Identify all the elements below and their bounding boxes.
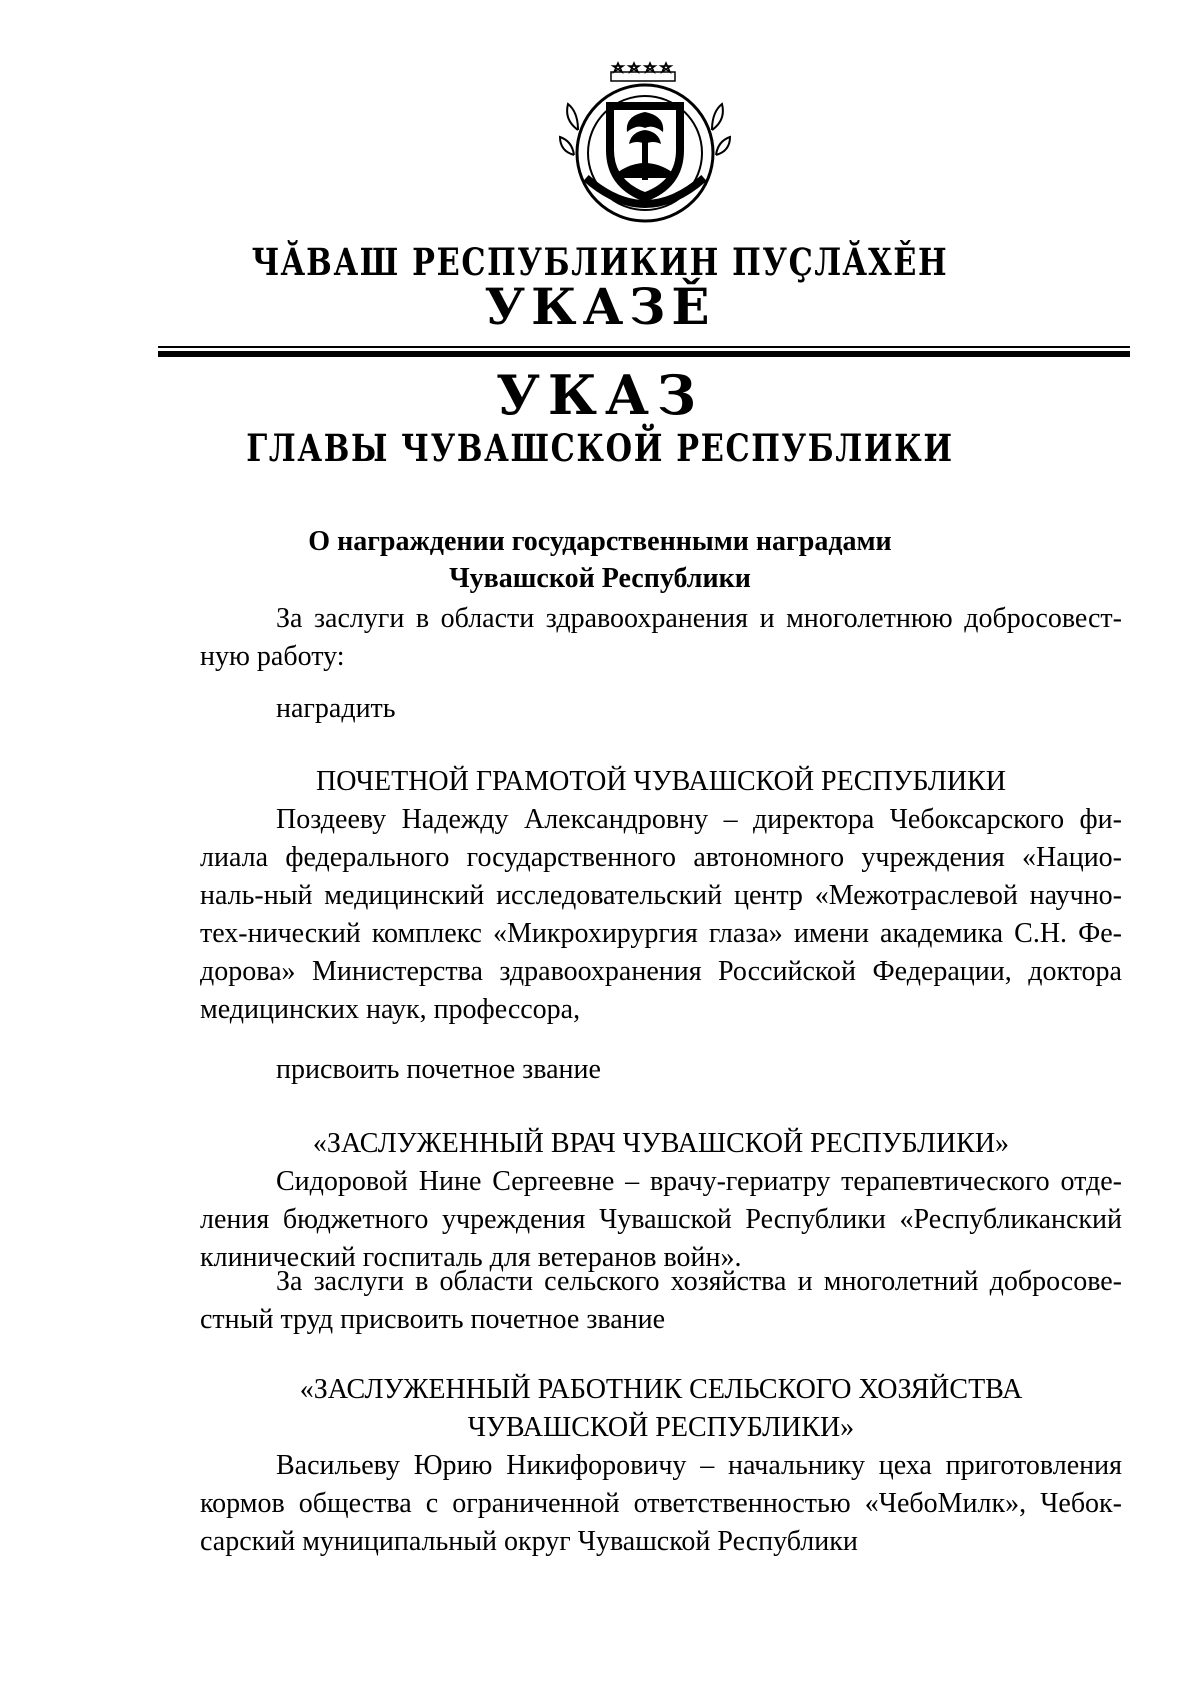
paragraph-line: лиала федерального государственного автономного учреждения «Нацио- [200, 842, 1122, 873]
section2-recipient [200, 1163, 1122, 1277]
section3-recipient [200, 1447, 1122, 1561]
paragraph-line: медицинских наук, профессора, [200, 994, 581, 1025]
paragraph-line: наль-ный медицинский исследовательский центр «Межотраслевой научно- [200, 880, 1122, 911]
paragraph-line: За заслуги в области здравоохранения и многолетнюю добросовест- [276, 603, 1122, 634]
paragraph-line: клинический госпиталь для ветеранов войн». [200, 1242, 742, 1273]
chuvash-coat-of-arms-icon [556, 60, 734, 225]
section3-award-line-2: ЧУВАШСКОЙ РЕСПУБЛИКИ» [467, 1412, 855, 1443]
chuvash-header-line: ЧĂВАШ РЕСПУБЛИКИН ПУÇЛĂХĚН [251, 240, 949, 284]
paragraph-line: стный труд присвоить почетное звание [200, 1304, 666, 1335]
chuvash-decree-title: УКАЗĚ [484, 277, 716, 336]
russian-decree-title: УКАЗ [496, 363, 704, 427]
section2-action: присвоить почетное звание [276, 1054, 601, 1085]
section3-intro [200, 1263, 1122, 1339]
paragraph-line: Сидоровой Нине Сергеевне – врачу-гериатру терапевтического отде- [276, 1166, 1122, 1197]
document-title-line-1: О награждении государственными наградами [308, 526, 892, 557]
header-divider-thin [158, 346, 1130, 348]
section1-intro [200, 600, 1122, 676]
paragraph-line: Поздееву Надежду Александровну – директора Чебоксарского фи- [276, 804, 1122, 835]
header-divider-thick [158, 351, 1130, 357]
paragraph-line: За заслуги в области сельского хозяйства и многолетний добросове- [276, 1266, 1122, 1297]
section1-recipient [200, 801, 1122, 1029]
section2-award: «ЗАСЛУЖЕННЫЙ ВРАЧ ЧУВАШСКОЙ РЕСПУБЛИКИ» [312, 1128, 1010, 1159]
paragraph-line: тех-нический комплекс «Микрохирургия глаза» имени академика С.Н. Фе- [200, 918, 1122, 949]
russian-header-line: ГЛАВЫ ЧУВАШСКОЙ РЕСПУБЛИКИ [246, 426, 954, 470]
paragraph-line: Васильеву Юрию Никифоровичу – начальнику цеха приготовления [276, 1450, 1122, 1481]
paragraph-line: ную работу: [200, 641, 345, 672]
document-title-line-2: Чувашской Республики [449, 563, 751, 594]
section3-award-line-1: «ЗАСЛУЖЕННЫЙ РАБОТНИК СЕЛЬСКОГО ХОЗЯЙСТВА [299, 1374, 1023, 1405]
section1-award: ПОЧЕТНОЙ ГРАМОТОЙ ЧУВАШСКОЙ РЕСПУБЛИКИ [316, 766, 1006, 797]
section1-action: наградить [276, 693, 396, 724]
paragraph-line: дорова» Министерства здравоохранения Российской Федерации, доктора [200, 956, 1122, 987]
paragraph-line: кормов общества с ограниченной ответственностью «ЧебоМилк», Чебок- [200, 1488, 1122, 1519]
paragraph-line: ления бюджетного учреждения Чувашской Республики «Республиканский [200, 1204, 1122, 1235]
paragraph-line: сарский муниципальный округ Чувашской Республики [200, 1526, 858, 1557]
